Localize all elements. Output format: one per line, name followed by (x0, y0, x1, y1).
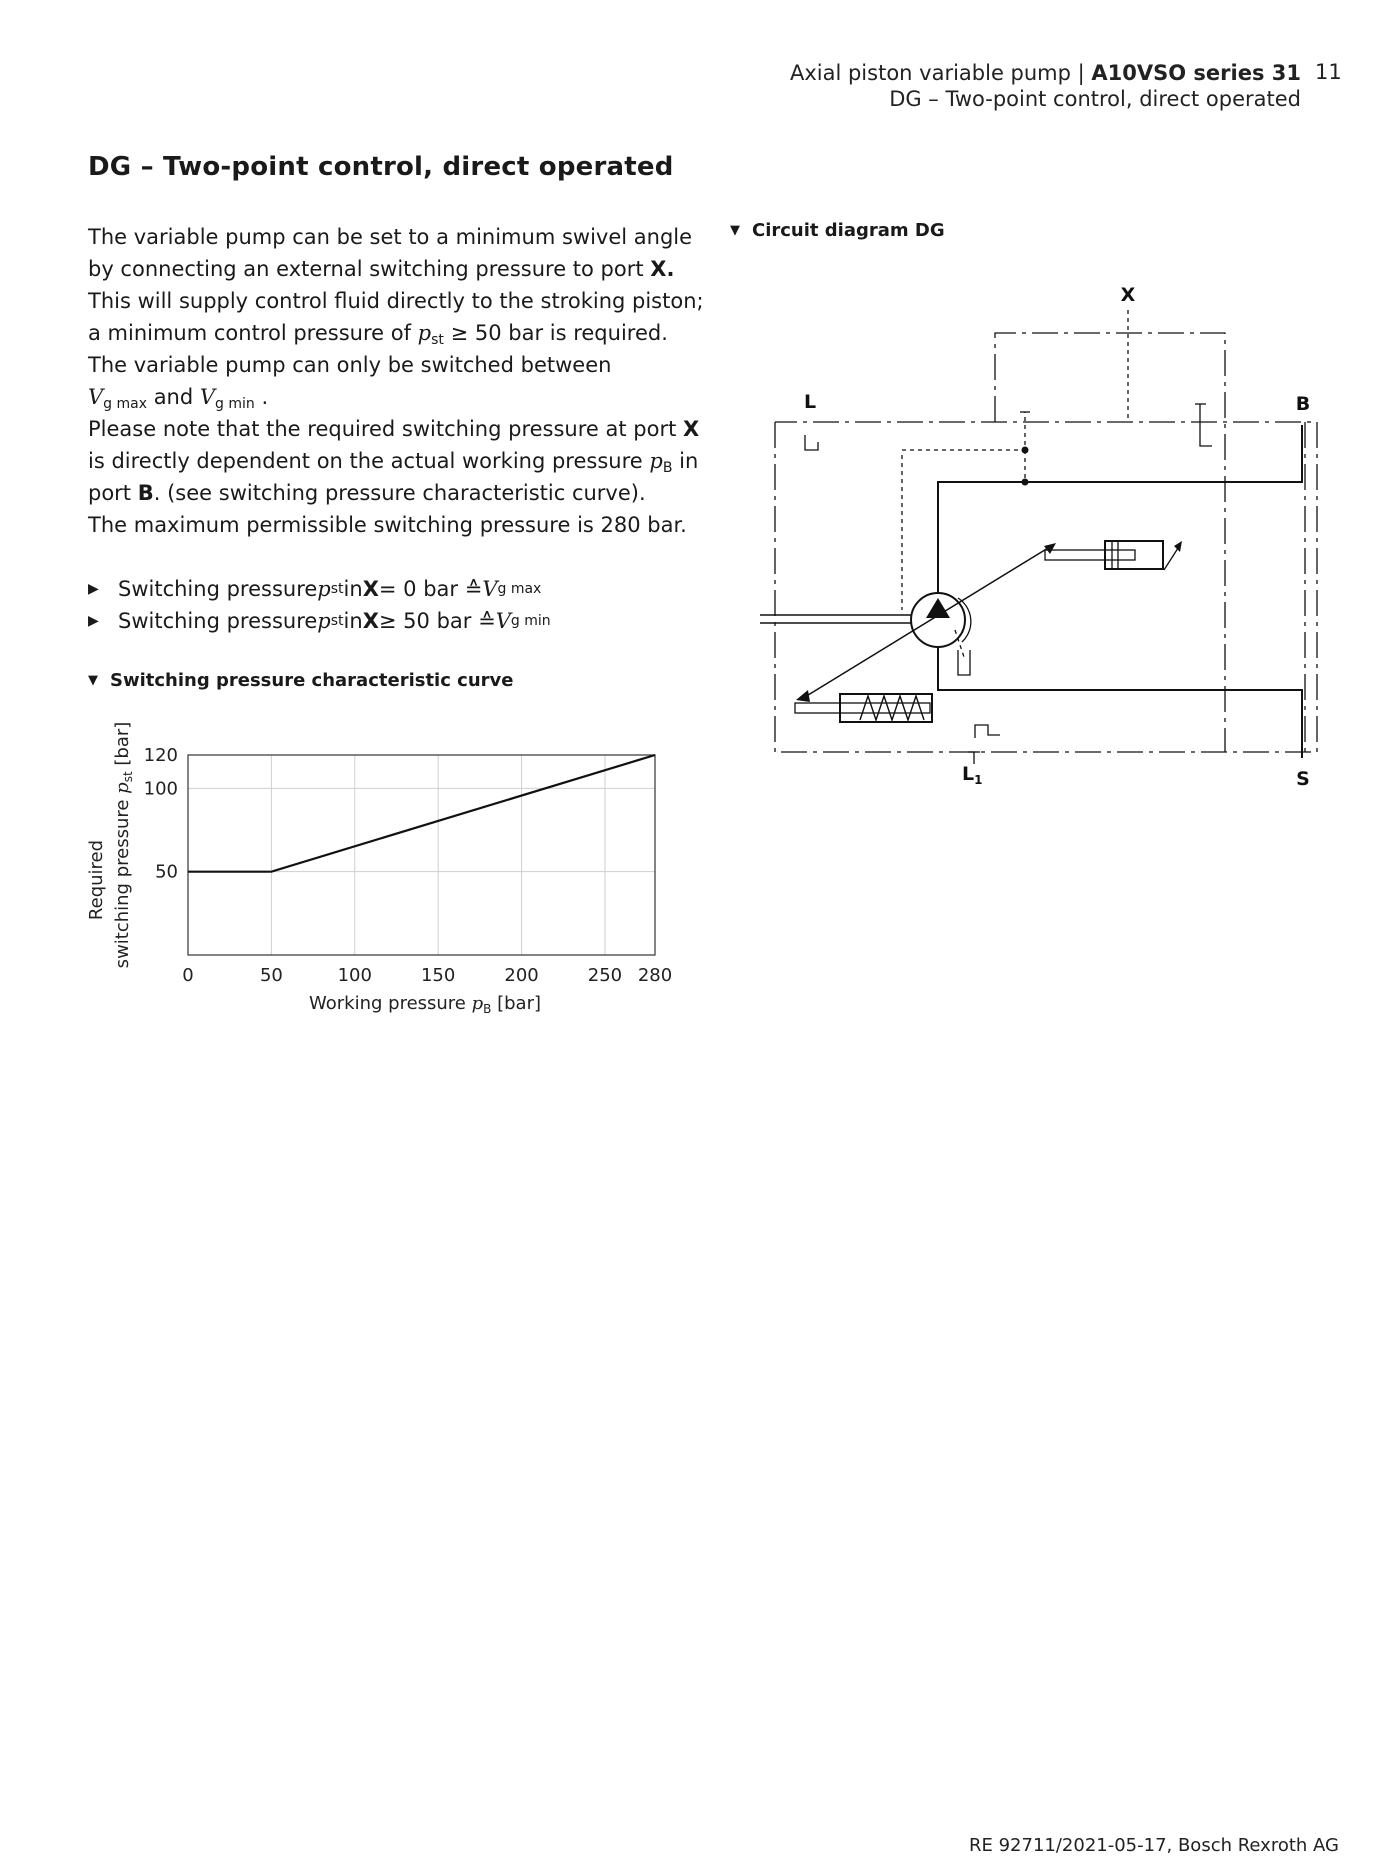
x-axis-label: Working pressure $p_B$ [bar] (309, 993, 541, 1016)
port-label-x: X (1120, 284, 1136, 306)
chart-grid (188, 755, 655, 955)
y-axis-label-line1: Required (86, 839, 107, 921)
x-tick-label: 100 (337, 965, 372, 986)
x-tick-label: 50 (259, 965, 283, 986)
caret-down-icon: ▼ (88, 673, 98, 688)
x-tick-label: 150 (420, 965, 456, 986)
para-line: a minimum control pressure of $p_{st} \ge 50$ bar is required. (88, 321, 668, 348)
page-footer: RE 92711/2021-05-17, Bosch Rexroth AG (968, 1835, 1339, 1856)
x-tick-label: 250 (587, 965, 623, 986)
circuit-section-heading: ▼ Circuit diagram DG (730, 220, 945, 241)
x-tick-label: 200 (504, 965, 539, 986)
y-tick-label: 50 (155, 861, 178, 883)
running-header-title (790, 60, 1301, 86)
pilot-line (902, 412, 1025, 450)
bullet-triangle-icon: ▶ (88, 613, 99, 629)
bullet-item: ▶ Switching pressure p st in X = 0 bar ≙ V g max (88, 573, 551, 605)
bullet-list (88, 573, 551, 637)
bullet-triangle-icon: ▶ (88, 581, 99, 597)
y-axis-label-line2: switching pressure $p_{st}$ [bar] (112, 721, 135, 969)
page-number: 11 (1315, 60, 1342, 84)
port-label-b: B (1295, 393, 1311, 415)
description-paragraph (88, 221, 728, 541)
plot-frame (188, 755, 655, 955)
para-line: Please note that the required switching pressure at port X (88, 417, 700, 441)
para-line: port B. (see switching pressure characteristic curve). (88, 481, 646, 505)
para-line: $V_{g max}$ and $V_{g min}$ . (88, 385, 269, 412)
x-tick-labels (182, 965, 672, 986)
header-product: Axial piston variable pump | (789, 61, 1092, 85)
stroking-cylinder (1105, 541, 1163, 569)
y-tick-label: 100 (143, 778, 178, 800)
para-line: by connecting an external switching pressure to port X. (88, 257, 675, 281)
arrowhead-icon (796, 690, 810, 702)
spring-cylinder (840, 694, 932, 722)
para-line: The variable pump can be set to a minimum swivel angle (88, 225, 693, 249)
characteristic-curve-chart (80, 720, 700, 1020)
port-label-l1: $L_1$ (962, 763, 983, 787)
curve-section-heading: ▼ Switching pressure characteristic curve (88, 670, 514, 691)
port-label-s: S (1296, 768, 1310, 790)
arrowhead-icon (1044, 543, 1056, 554)
suction-line-s (938, 648, 1302, 758)
x-tick-label: 280 (637, 965, 673, 986)
caret-down-icon: ▼ (730, 223, 740, 238)
spring-icon (860, 696, 924, 720)
section-title: DG – Two-point control, direct operated (88, 152, 674, 182)
y-tick-label: 120 (143, 745, 178, 766)
stroking-piston-rod (1045, 550, 1135, 560)
running-header-subtitle: DG – Two-point control, direct operated (889, 87, 1301, 111)
arrowhead-icon (1174, 541, 1182, 552)
circuit-diagram (740, 280, 1340, 800)
bullet-item: ▶ Switching pressure p st in X ≥ 50 bar ≙ V g min (88, 605, 551, 637)
y-tick-labels (144, 745, 178, 883)
para-line: The variable pump can only be switched between (88, 353, 612, 377)
para-line: This will supply control fluid directly to the stroking piston; (88, 289, 704, 313)
para-line: The maximum permissible switching pressure is 280 bar. (88, 513, 687, 537)
port-label-l: L (803, 391, 817, 413)
para-line: is directly dependent on the actual working pressure $p_B$ in (88, 449, 699, 476)
x-tick-label: 0 (182, 965, 194, 986)
pump-direction-arrow-icon (926, 598, 950, 618)
series-line (188, 755, 655, 872)
header-series: A10VSO series 31 (1091, 61, 1301, 85)
